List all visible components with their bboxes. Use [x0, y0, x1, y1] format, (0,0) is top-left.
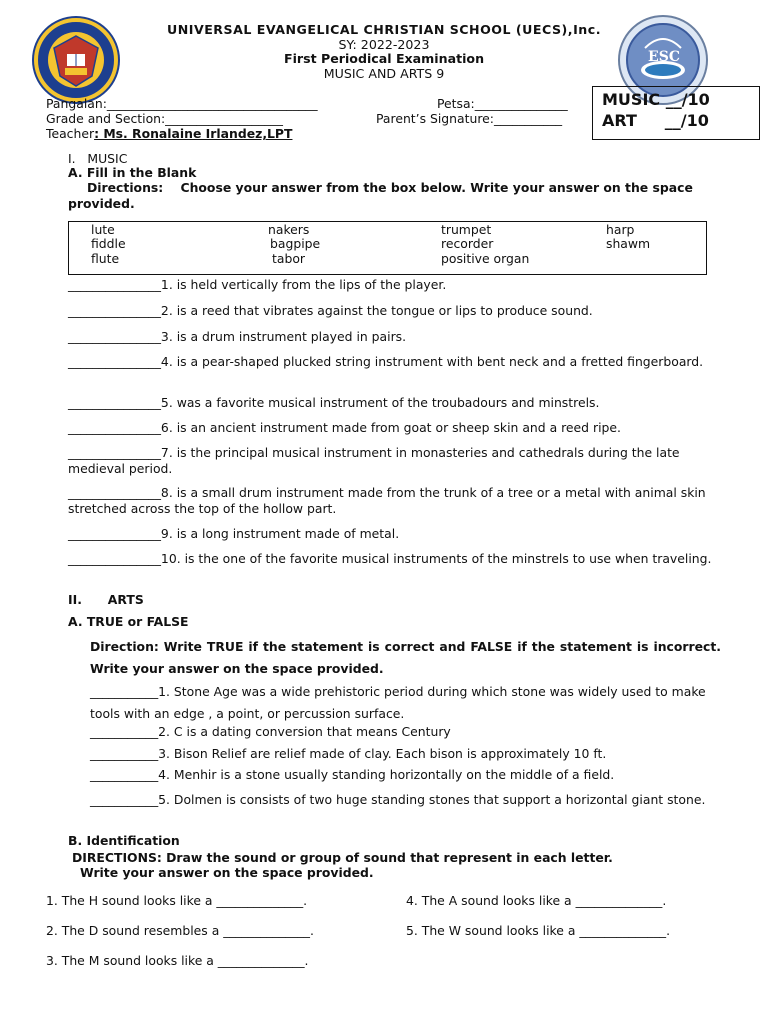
word-box-item: flute	[91, 251, 120, 266]
word-box-item: tabor	[272, 251, 305, 266]
tf-question-5: ___________5. Dolmen is consists of two huge standing stones that support a horizontal giant stone.	[90, 792, 706, 807]
tf-question-1: ___________1. Stone Age was a wide prehistoric period during which stone was widely used to make tools with an edge , a point, or percussion surface.	[90, 684, 706, 721]
word-box-item: trumpet	[441, 222, 492, 237]
id-question-1: 1. The H sound looks like a ______________.	[46, 893, 308, 908]
directions-text: Choose your answer from the box below. Write your answer on the space provided.	[68, 180, 693, 211]
art-score: ART __/10	[602, 111, 709, 130]
subject-title: MUSIC AND ARTS 9	[323, 66, 445, 81]
music-question-1: _______________1. is held vertically from the lips of the player.	[68, 277, 447, 292]
word-box-item: lute	[91, 222, 115, 237]
word-box-item: recorder	[441, 236, 494, 251]
music-question-7: _______________7. is the principal musical instrument in monasteries and cathedrals during the late medieval period.	[68, 445, 680, 476]
name-field[interactable]: Pangalan:__________________________________	[46, 96, 318, 111]
word-box-item: shawm	[606, 236, 651, 251]
part-b-directions-2: Write your answer on the space provided.	[80, 865, 374, 880]
exam-title: First Periodical Examination	[283, 51, 485, 66]
music-directions	[68, 180, 718, 211]
date-field[interactable]: Petsa:_______________	[437, 96, 568, 111]
music-question-5: _______________5. was a favorite musical instrument of the troubadours and minstrels.	[68, 395, 600, 410]
tf-question-2: ___________2. C is a dating conversion that means Century	[90, 724, 451, 739]
school-name: UNIVERSAL EVANGELICAL CHRISTIAN SCHOOL (UECS),Inc.	[167, 22, 601, 37]
word-box-item: positive organ	[441, 251, 530, 266]
id-question-3: 3. The M sound looks like a ______________.	[46, 953, 309, 968]
word-box-item: bagpipe	[270, 236, 321, 251]
esc-logo-text: ESC	[648, 49, 680, 65]
music-question-8: _______________8. is a small drum instrument made from the trunk of a tree or a metal with animal skin stretched across the top of the hollow part.	[68, 485, 706, 516]
part-b-heading: B. Identification	[68, 833, 180, 848]
arts-direction: Direction: Write TRUE if the statement is correct and FALSE if the statement is incorrect. Write your answer on the space provided.	[90, 639, 721, 676]
music-question-4: _______________4. is a pear-shaped plucked string instrument with bent neck and a fretted fingerboard.	[68, 354, 704, 369]
music-question-9: _______________9. is a long instrument made of metal.	[68, 526, 400, 541]
word-box-item: fiddle	[91, 236, 126, 251]
music-question-3: _______________3. is a drum instrument played in pairs.	[68, 329, 407, 344]
teacher-line	[46, 126, 292, 141]
id-question-5: 5. The W sound looks like a ______________.	[406, 923, 671, 938]
music-score: MUSIC __/10	[602, 90, 710, 109]
school-year: SY: 2022-2023	[338, 37, 430, 52]
id-question-4: 4. The A sound looks like a ______________.	[406, 893, 667, 908]
word-box-item: harp	[606, 222, 635, 237]
teacher-label: Teacher	[46, 126, 95, 141]
part-a-heading: A. Fill in the Blank	[68, 165, 197, 180]
tf-question-4: ___________4. Menhir is a stone usually standing horizontally on the middle of a field.	[90, 767, 615, 782]
music-question-6: _______________6. is an ancient instrument made from goat or sheep skin and a reed ripe.	[68, 420, 621, 435]
teacher-name: : Ms. Ronalaine Irlandez,LPT	[94, 126, 293, 141]
word-box-item: nakers	[268, 222, 310, 237]
section-arts-heading: II. ARTS	[68, 592, 144, 607]
score-box	[592, 86, 760, 140]
tf-question-3: ___________3. Bison Relief are relief made of clay. Each bison is approximately 10 ft.	[90, 746, 607, 761]
part-a-true-false-heading: A. TRUE or FALSE	[68, 614, 189, 629]
id-question-2: 2. The D sound resembles a ______________.	[46, 923, 314, 938]
music-question-10: _______________10. is the one of the favorite musical instruments of the minstrels to use when traveling.	[68, 551, 712, 566]
part-b-directions-1: DIRECTIONS: Draw the sound or group of sound that represent in each letter.	[72, 850, 613, 865]
music-question-2: _______________2. is a reed that vibrates against the tongue or lips to produce sound.	[68, 303, 593, 318]
grade-section-field[interactable]: Grade and Section:___________________	[46, 111, 283, 126]
parent-signature-field[interactable]: Parent’s Signature:___________	[376, 111, 563, 126]
directions-label: Directions:	[87, 180, 164, 195]
section-music-heading: I. MUSIC	[68, 151, 128, 166]
